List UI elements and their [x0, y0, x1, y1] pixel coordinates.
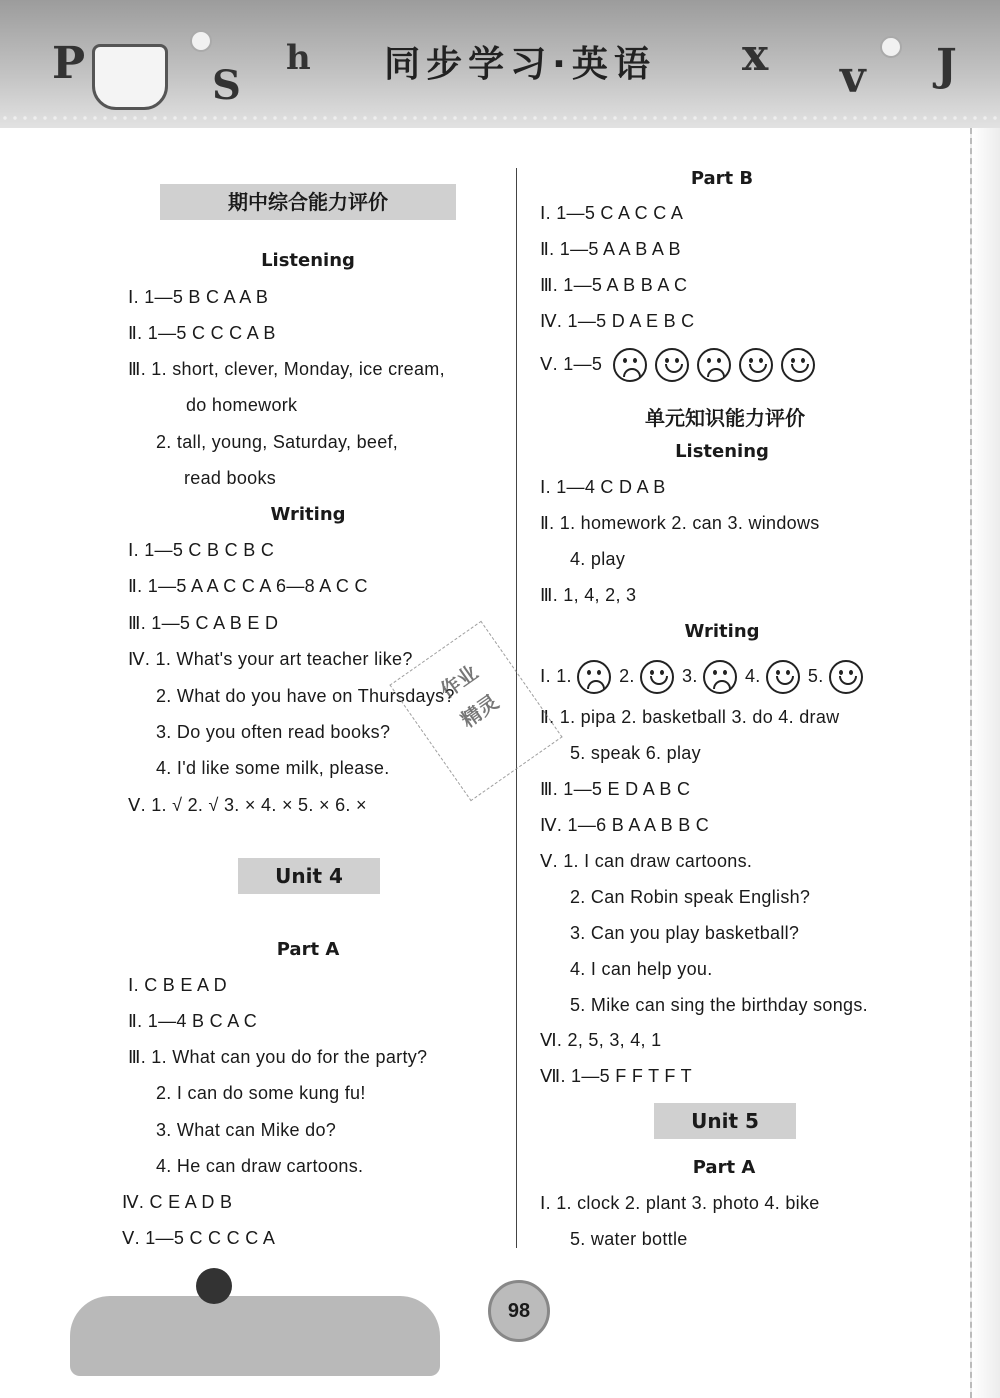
answer-line: Ⅱ. 1. homework 2. can 3. windows [540, 513, 820, 533]
listening-heading: Listening [261, 250, 355, 271]
listening-heading: Listening [675, 441, 769, 462]
smiley-answer-line [540, 348, 823, 382]
answer-line: Ⅰ. 1—5 B C A A B [128, 287, 269, 307]
flower-icon [880, 36, 902, 58]
happy-face-icon [766, 660, 800, 694]
answer-line: 2. tall, young, Saturday, beef, [156, 432, 399, 452]
watermark-text: 精灵 [457, 691, 503, 733]
answer-line: Ⅰ. 1—5 C B C B C [128, 540, 275, 560]
answer-line: Ⅲ. 1. short, clever, Monday, ice cream, [128, 359, 445, 379]
decorative-letter-p: P [52, 38, 86, 89]
happy-face-icon [781, 348, 815, 382]
answer-line: 5. Mike can sing the birthday songs. [570, 995, 868, 1015]
answer-line: Ⅰ. C B E A D [128, 975, 227, 995]
flower-icon [190, 30, 212, 52]
answer-line: 2. Can Robin speak English? [570, 887, 811, 907]
answer-line: 3. Do you often read books? [156, 722, 391, 742]
happy-face-icon [829, 660, 863, 694]
answer-line: 4. I can help you. [570, 959, 713, 979]
watermark-text: 作业 [436, 661, 483, 703]
answer-line: Ⅵ. 2, 5, 3, 4, 1 [540, 1030, 662, 1050]
answer-number: Ⅰ. 1. [540, 665, 578, 686]
unit-test-title: 单元知识能力评价 [645, 406, 805, 430]
answer-line: 3. What can Mike do? [156, 1120, 337, 1140]
answer-line: 2. What do you have on Thursdays? [156, 686, 455, 706]
answer-line: 5. water bottle [570, 1229, 688, 1249]
happy-face-icon [739, 348, 773, 382]
header-dotted-border [0, 116, 1000, 120]
decorative-letter-x: x [742, 30, 769, 81]
answer-line: Ⅴ. 1. I can draw cartoons. [540, 851, 753, 871]
answer-line: Ⅱ. 1—4 B C A C [128, 1011, 258, 1031]
girl-illustration [196, 1268, 232, 1304]
answer-line: Ⅳ. 1. What's your art teacher like? [128, 649, 413, 669]
answer-line: 4. play [570, 549, 626, 569]
section-title-midterm: 期中综合能力评价 [160, 184, 456, 220]
answer-line: 2. I can do some kung fu! [156, 1083, 366, 1103]
answer-line: Ⅴ. 1—5 C C C C A [122, 1228, 276, 1248]
part-b-heading: Part B [690, 168, 754, 189]
answer-line: Ⅰ. 1—5 C A C C A [540, 203, 684, 223]
answer-line: read books [184, 468, 277, 488]
answer-line: Ⅱ. 1—5 A A C C A 6—8 A C C [128, 576, 368, 596]
answer-number: 4. [744, 665, 766, 686]
page-title: 同步学习·英语 [384, 44, 656, 85]
part-a-heading: Part A [692, 1157, 756, 1178]
answer-line: Ⅲ. 1. What can you do for the party? [128, 1047, 428, 1067]
answer-number: 5. [807, 665, 829, 686]
answer-line: Ⅴ. 1. √ 2. √ 3. × 4. × 5. × 6. × [128, 795, 367, 815]
answer-number: 3. [682, 665, 703, 686]
answer-line: Ⅱ. 1—5 A A B A B [540, 239, 681, 259]
writing-heading: Writing [270, 504, 346, 525]
section-title-unit4: Unit 4 [238, 858, 380, 894]
answer-line: Ⅱ. 1. pipa 2. basketball 3. do 4. draw [540, 707, 840, 727]
section-title-unit5: Unit 5 [654, 1103, 796, 1139]
answer-line: Ⅰ. 1—4 C D A B [540, 477, 666, 497]
torn-page-edge [970, 128, 1000, 1398]
decorative-letter-s: S [212, 62, 241, 109]
answer-line: Ⅲ. 1, 4, 2, 3 [540, 585, 637, 605]
decorative-letter-j: J [936, 40, 957, 91]
teacup-illustration [92, 44, 168, 110]
smiley-face-group [613, 348, 823, 382]
smiley-answer-line [540, 660, 871, 694]
answer-line: Ⅰ. 1. clock 2. plant 3. photo 4. bike [540, 1193, 820, 1213]
answer-line: 4. He can draw cartoons. [156, 1156, 364, 1176]
answer-line: do homework [186, 395, 298, 415]
page-header-banner [0, 0, 1000, 128]
answer-line: Ⅲ. 1—5 C A B E D [128, 613, 279, 633]
sad-face-icon [697, 348, 731, 382]
footer-grass-illustration [70, 1296, 440, 1376]
writing-heading: Writing [684, 621, 760, 642]
sad-face-icon [577, 660, 611, 694]
watermark-stamp [389, 621, 562, 802]
answer-line: Ⅲ. 1—5 E D A B C [540, 779, 691, 799]
part-a-heading: Part A [276, 939, 340, 960]
answer-line: Ⅱ. 1—5 C C C A B [128, 323, 276, 343]
answer-line: Ⅳ. C E A D B [122, 1192, 233, 1212]
answer-line: Ⅶ. 1—5 F F T F T [540, 1066, 692, 1086]
happy-face-icon [640, 660, 674, 694]
decorative-letter-h: h [286, 38, 311, 78]
answer-line: Ⅳ. 1—5 D A E B C [540, 311, 695, 331]
answer-line: Ⅳ. 1—6 B A A B B C [540, 815, 710, 835]
answer-number: 2. [619, 665, 641, 686]
sad-face-icon [703, 660, 737, 694]
decorative-letter-v: v [840, 52, 866, 103]
answer-line: 4. I'd like some milk, please. [156, 758, 390, 778]
sad-face-icon [613, 348, 647, 382]
answer-line: 5. speak 6. play [570, 743, 701, 763]
answer-line: 3. Can you play basketball? [570, 923, 800, 943]
answer-line: Ⅲ. 1—5 A B B A C [540, 275, 688, 295]
answer-prefix: Ⅴ. 1—5 [540, 353, 603, 374]
happy-face-icon [655, 348, 689, 382]
page-number: 98 [488, 1280, 550, 1342]
